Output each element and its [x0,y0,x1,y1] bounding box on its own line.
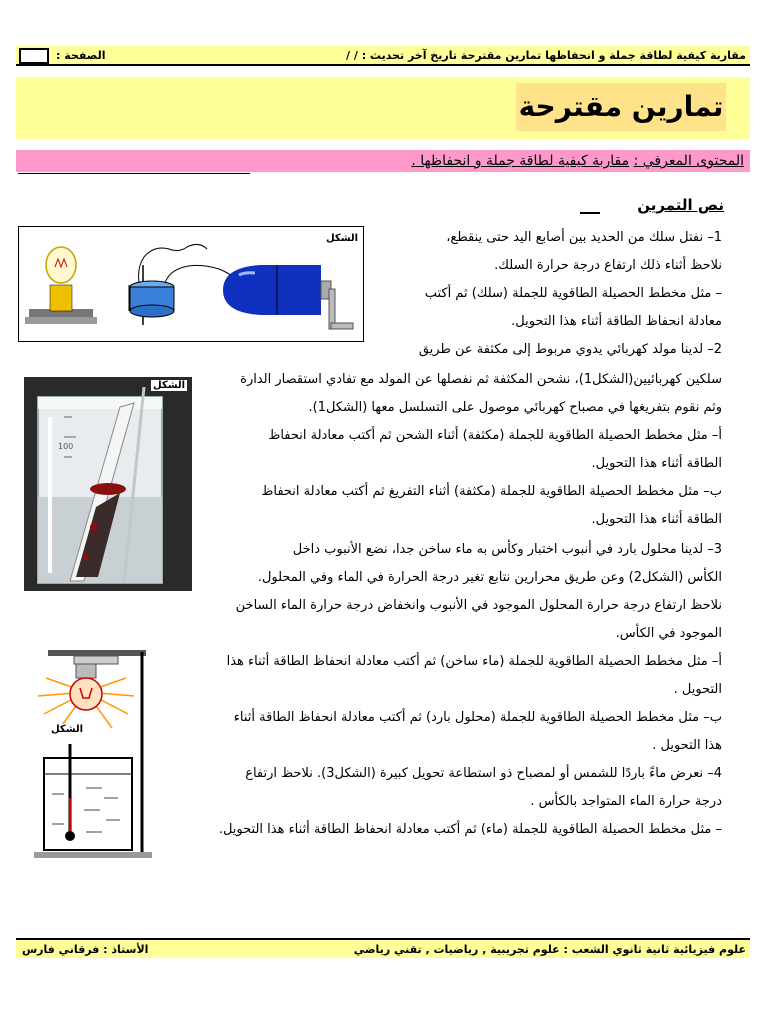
page-header [16,46,750,66]
exercise-line: 2– لدينا مولد كهربائي يدوي مربوط إلى مكثفة عن طريق [418,342,722,357]
exercise-line: ب– مثل مخطط الحصيلة الطاقوية للجملة (مكثفة) أثناء التفريغ ثم أكتب معادلة انحفاظ [261,484,722,499]
exercise-line: نلاحظ أثناء ذلك ارتفاع درجة حرارة السلك. [494,258,722,273]
topic-underline [18,173,250,174]
exercise-line: أ– مثل مخطط الحصيلة الطاقوية للجملة (ماء ساخن) ثم أكتب معادلة انحفاظ الطاقة أثناء هذا [226,654,722,669]
exercise-line: ب– مثل مخطط الحصيلة الطاقوية للجملة (محلول بارد) ثم أكتب معادلة انحفاظ الطاقة أثناء [233,710,722,725]
generator-capacitor-lamp-figure [19,227,363,341]
exercise-line: أ– مثل مخطط الحصيلة الطاقوية للجملة (مكثفة) أثناء الشحن ثم أكتب معادلة انحفاظ [268,428,722,443]
exercise-line: سلكين كهربائيين(الشكل1)، نشحن المكثفة ثم نفصلها عن المولد مع تفادي استقصار الدارة [240,372,722,387]
figure-3-label: الشكل [51,724,84,735]
page-number-box [19,48,49,64]
figure-1 [18,226,364,342]
exercise-line: الكأس (الشكل2) وعن طريق محرارين نتابع تغير درجة الحرارة في الماء وفي المحلول. [257,570,722,585]
exercise-line: معادلة انحفاظ الطاقة أثناء هذا التحويل. [511,314,722,329]
header-text: مقاربة كيفية لطاقة جملة و انحفاظها تمارين مقترحة تاريخ آخر تحديث : / / [346,49,746,62]
beaker-test-tube-photo [24,377,192,591]
exercise-line: نلاحظ ارتفاع درجة حرارة المحلول الموجود في الأنبوب وانخفاض درجة حرارة الماء الساخن [235,598,722,613]
page-footer [16,938,750,958]
topic-value: مقاربة كيفية لطاقة جملة و انحفاظها . [411,153,630,169]
section-title-rule [580,212,600,214]
page-number-label: الصفحة : [56,49,106,62]
svg-text:100: 100 [58,442,74,451]
exercise-line: التحويل . [673,682,722,697]
figure-3 [26,648,156,862]
section-title: نص التمرين [637,196,724,214]
exercise-line: الموجود في الكأس. [615,626,722,641]
exercise-line: 1– نفتل سلك من الحديد بين أصابع اليد حتى ينقطع، [446,230,722,245]
exercise-line: 3– لدينا محلول بارد في أنبوب اختبار وكأس به ماء ساخن جدا، نضع الأنبوب داخل [292,542,722,557]
exercise-line: الطاقة أثناء هذا التحويل. [591,512,722,527]
topic-band [16,150,750,172]
figure-1-label: الشكل [326,233,359,244]
exercise-line: 4– نعرض ماءً باردًا للشمس أو لمصباح ذو استطاعة تحويل كبيرة (الشكل3). نلاحظ ارتفاع [245,766,722,781]
figure-2-label: الشكل [153,380,186,391]
exercise-line: وثم نقوم بتفريغها في مصباح كهربائي موصول على التسلسل معها (الشكل1). [308,400,722,415]
exercise-line: الطاقة أثناء هذا التحويل. [591,456,722,471]
footer-subject: علوم فيزيائية ثانية ثانوي الشعب : علوم تجريبية , رياضيات , تقني رياضي [353,943,746,956]
footer-teacher: الأستاذ : فرقاني فارس [22,943,149,956]
exercise-line: هذا التحويل . [652,738,722,753]
exercise-line: – مثل مخطط الحصيلة الطاقوية للجملة (ماء) ثم أكتب معادلة انحفاظ الطاقة أثناء هذا التحويل. [218,822,722,837]
exercise-line: درجة حرارة الماء المتواجد بالكأس . [530,794,722,809]
figure-2 [24,377,192,591]
exercise-line: – مثل مخطط الحصيلة الطاقوية للجملة (سلك) ثم أكتب [424,286,722,301]
topic-label: المحتوى المعرفي : [633,153,744,169]
page-title: تمارين مقترحة [516,83,726,131]
lamp-heating-beaker-figure [26,648,156,862]
